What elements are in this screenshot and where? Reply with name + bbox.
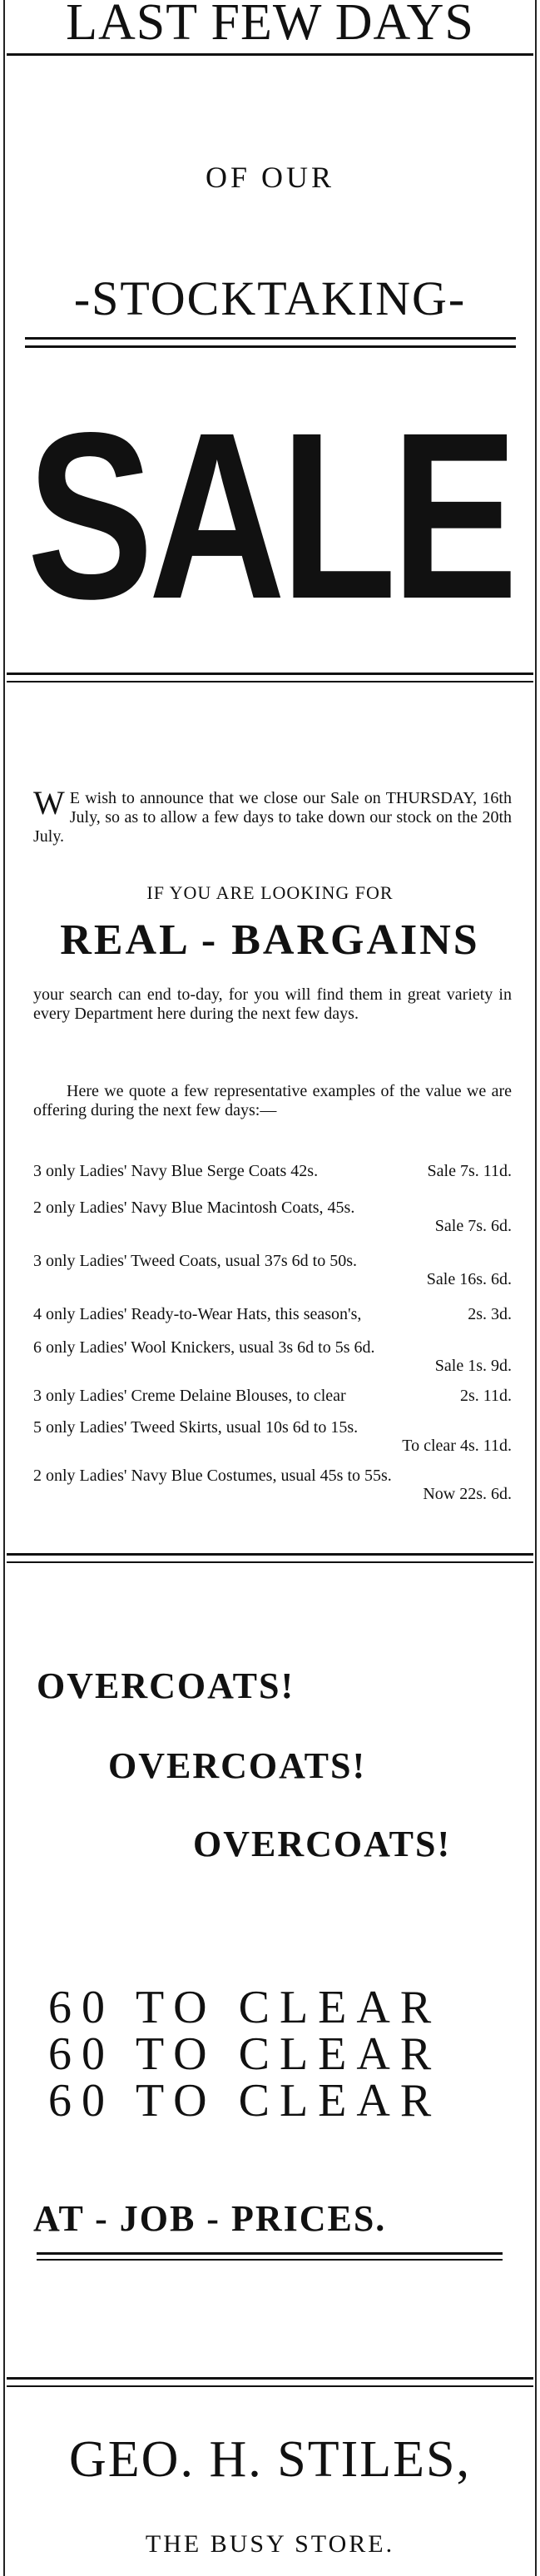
item-description: 3 only Ladies' Tweed Coats, usual 37s 6d to 50s. (33, 1252, 358, 1270)
item-description: 3 only Ladies' Navy Blue Serge Coats 42s. (33, 1162, 319, 1180)
to-clear-line-2: 60 TO CLEAR (48, 2028, 442, 2080)
list-item (33, 1338, 512, 1375)
right-border (535, 0, 537, 2576)
item-description: 5 only Ladies' Tweed Skirts, usual 10s 6d to 15s. (33, 1418, 359, 1437)
item-price: Sale 7s. 11d. (427, 1162, 512, 1180)
item-price: Now 22s. 6d. (423, 1485, 512, 1503)
store-name: GEO. H. STILES, (69, 2431, 471, 2488)
overcoats-line-1: OVERCOATS! (37, 1665, 295, 1706)
looking-for-line: IF YOU ARE LOOKING FOR (146, 882, 394, 903)
item-description: 4 only Ladies' Ready-to-Wear Hats, this season's, (33, 1305, 362, 1323)
list-item (33, 1467, 512, 1503)
divider (25, 345, 516, 348)
divider (7, 2377, 533, 2380)
divider (7, 1553, 533, 1556)
item-price: 2s. 3d. (468, 1305, 512, 1323)
left-border (3, 0, 5, 2576)
divider (7, 1561, 533, 1563)
job-prices-heading: AT - JOB - PRICES. (33, 2198, 387, 2239)
divider (7, 681, 533, 682)
divider (37, 2252, 503, 2255)
overcoats-line-3: OVERCOATS! (193, 1824, 452, 1864)
store-tagline: THE BUSY STORE. (145, 2530, 395, 2558)
item-price: Sale 7s. 6d. (434, 1217, 512, 1235)
to-clear-line-1: 60 TO CLEAR (48, 1982, 442, 2033)
announcement-text: E wish to announce that we close our Sale on THURSDAY, 16th July, so as to allow a few days to take down our stock on the 20th July. (33, 789, 512, 846)
divider (37, 2259, 503, 2261)
quote-paragraph: Here we quote a few representative examples of the value we are offering during the next few days:— (33, 1082, 512, 1119)
item-price: Sale 16s. 6d. (426, 1270, 512, 1288)
item-price: 2s. 11d. (459, 1387, 512, 1405)
list-item (33, 1199, 512, 1235)
item-description: 2 only Ladies' Navy Blue Costumes, usual 45s to 55s. (33, 1467, 392, 1485)
divider (7, 673, 533, 675)
item-description: 2 only Ladies' Navy Blue Macintosh Coats, 45s. (33, 1199, 355, 1217)
list-item (33, 1162, 512, 1180)
divider (7, 53, 533, 56)
announcement-paragraph (33, 784, 512, 846)
drop-cap: W (33, 784, 65, 821)
to-clear-line-3: 60 TO CLEAR (48, 2075, 442, 2127)
list-item (33, 1252, 512, 1288)
item-price: Sale 1s. 9d. (434, 1357, 512, 1375)
list-item (33, 1387, 512, 1405)
list-item (33, 1418, 512, 1455)
headline-last-few-days: LAST FEW DAYS (66, 0, 474, 51)
item-description: 3 only Ladies' Creme Delaine Blouses, to clear (33, 1387, 346, 1405)
headline-sale: SALE (27, 384, 513, 649)
overcoats-line-2: OVERCOATS! (108, 1745, 367, 1786)
item-price: To clear 4s. 11d. (402, 1437, 512, 1455)
real-bargains-heading: REAL - BARGAINS (60, 916, 480, 964)
search-paragraph: your search can end to-day, for you will find them in great variety in every Department here during the next few days. (33, 985, 512, 1023)
list-item (33, 1305, 512, 1323)
headline-of-our: OF OUR (205, 161, 335, 194)
divider (7, 2385, 533, 2387)
divider (25, 337, 516, 340)
headline-stocktaking: -STOCKTAKING- (73, 271, 467, 325)
item-description: 6 only Ladies' Wool Knickers, usual 3s 6d to 5s 6d. (33, 1338, 375, 1357)
